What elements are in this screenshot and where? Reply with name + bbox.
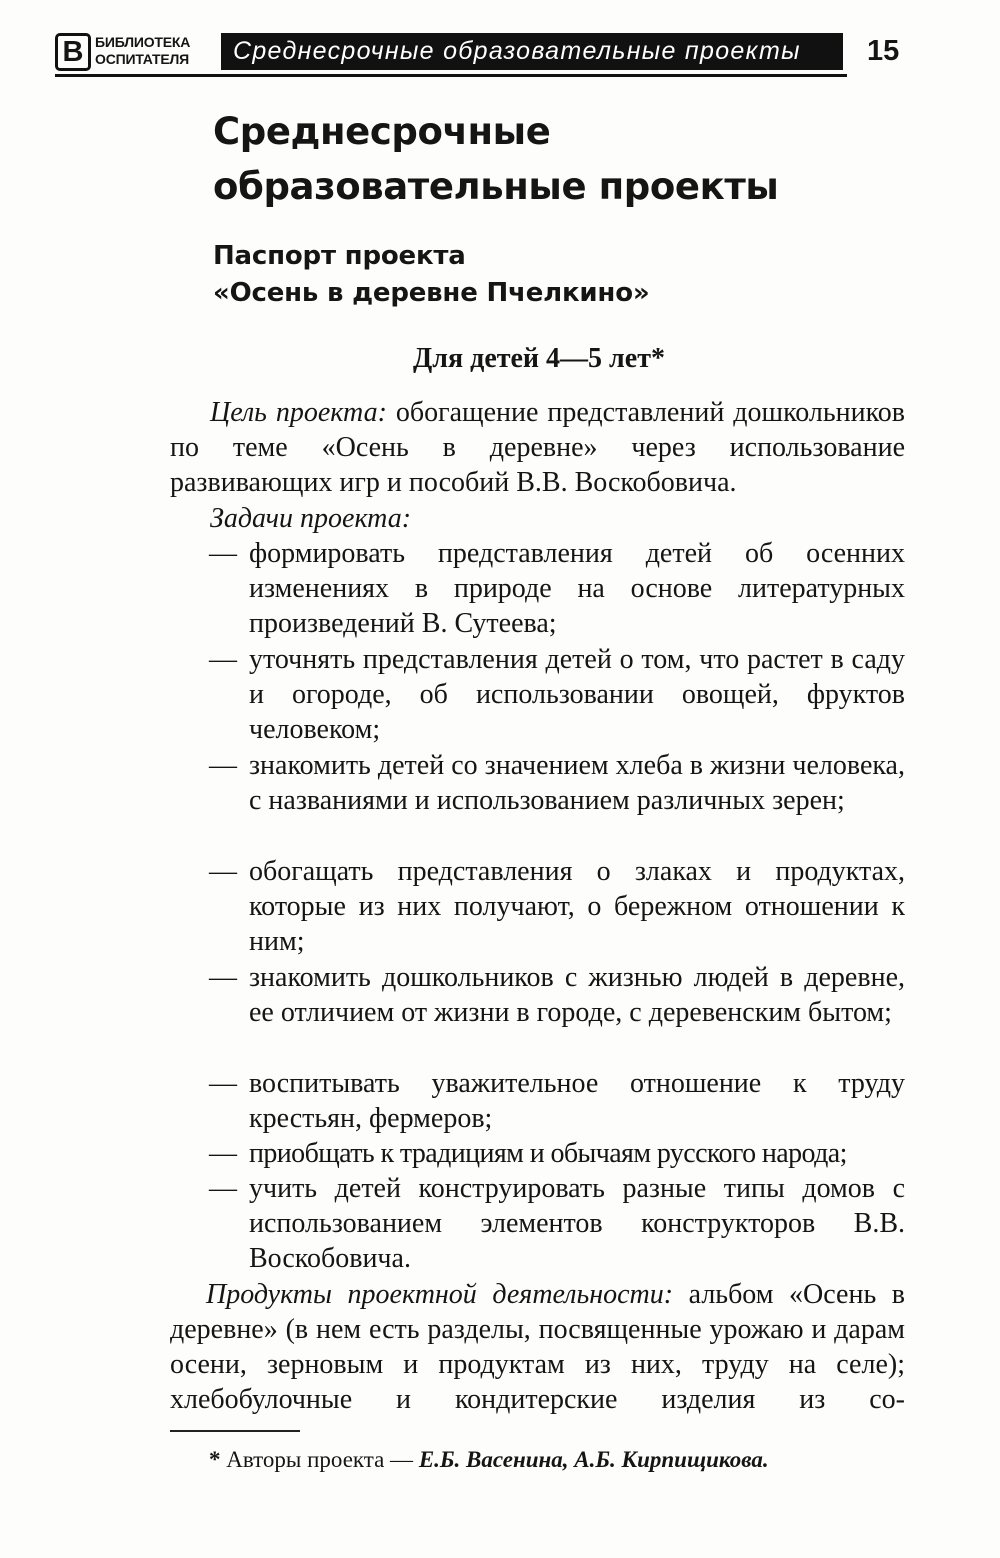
list-item bbox=[209, 536, 905, 641]
passport-title-line-1: Паспорт проекта bbox=[213, 241, 466, 271]
list-item bbox=[209, 960, 905, 1030]
list-item-text: приобщать к традициям и обычаям русского народа; bbox=[249, 1138, 847, 1169]
list-dash: — bbox=[209, 1173, 237, 1204]
list-item-text: учить детей конструировать разные типы домов с использованием элементов конструкторов В.В. Воскобовича. bbox=[249, 1173, 905, 1274]
passport-title bbox=[213, 238, 933, 312]
footnote bbox=[209, 1445, 909, 1475]
list-item bbox=[209, 1066, 905, 1136]
list-dash: — bbox=[209, 644, 237, 675]
list-dash: — bbox=[209, 1068, 237, 1099]
section-title-line-2: образовательные проекты bbox=[213, 165, 779, 208]
list-item-text: знакомить дошкольников с жизнью людей в деревне, ее отличием от жизни в городе, с деревенским бытом; bbox=[249, 962, 905, 1028]
logo-line-2: ОСПИТАТЕЛЯ bbox=[95, 51, 189, 67]
list-item-text: формировать представления детей об осенних изменениях в природе на основе литературных произведений В. Сутеева; bbox=[249, 538, 905, 639]
list-dash: — bbox=[209, 1138, 237, 1169]
footnote-rule bbox=[170, 1430, 300, 1432]
footnote-text: Авторы проекта — bbox=[220, 1447, 419, 1472]
logo-text bbox=[95, 34, 190, 68]
goal-label: Цель проекта: bbox=[210, 397, 387, 428]
age-group: Для детей 4—5 лет* bbox=[413, 343, 665, 374]
products-paragraph bbox=[170, 1277, 905, 1417]
section-title-line-1: Среднесрочные bbox=[213, 110, 551, 153]
goal-text: обогащение представлений дошкольников по теме «Осень в деревне» через использование развивающих игр и пособий В.В. Воскобовича. bbox=[170, 397, 905, 498]
list-dash: — bbox=[209, 856, 237, 887]
list-item bbox=[209, 1136, 905, 1171]
footnote-mark: * bbox=[209, 1447, 221, 1472]
list-item-text: уточнять представления детей о том, что растет в саду и огороде, об использовании овощей, фруктов человеком; bbox=[249, 644, 905, 745]
list-item-text: воспитывать уважительное отношение к труду крестьян, фермеров; bbox=[249, 1068, 905, 1134]
logo-letter: В bbox=[55, 33, 91, 71]
header-rule bbox=[55, 74, 847, 77]
logo-line-1: БИБЛИОТЕКА bbox=[95, 34, 191, 50]
list-item bbox=[209, 642, 905, 747]
list-dash: — bbox=[209, 538, 237, 569]
tasks-label: Задачи проекта: bbox=[210, 503, 412, 534]
list-item-text: знакомить детей со значением хлеба в жизни человека, с названиями и использованием различных зерен; bbox=[249, 750, 905, 816]
list-item bbox=[209, 1171, 905, 1276]
list-item-text: обогащать представления о злаках и продуктах, которые из них получают, о бережном отношении к ним; bbox=[249, 856, 905, 957]
series-logo bbox=[55, 33, 219, 73]
footnote-authors: Е.Б. Васенина, А.Б. Кирпищикова. bbox=[418, 1447, 769, 1472]
list-dash: — bbox=[209, 962, 237, 993]
products-label: Продукты проектной деятельности: bbox=[206, 1279, 674, 1310]
running-header bbox=[55, 30, 915, 76]
section-title bbox=[213, 104, 933, 214]
goal-paragraph bbox=[170, 395, 905, 500]
list-dash: — bbox=[209, 750, 237, 781]
list-item bbox=[209, 854, 905, 959]
products-text: альбом «Осень в деревне» (в нем есть разделы, посвященные урожаю и дарам осени, зерновым и продуктам из них, труду на селе); хлебобулочные и кондитерские изделия из со- bbox=[170, 1279, 906, 1415]
running-title: Среднесрочные образовательные проекты bbox=[221, 33, 843, 70]
list-item bbox=[209, 748, 905, 818]
passport-title-line-2: «Осень в деревне Пчелкино» bbox=[213, 278, 650, 308]
page-number: 15 bbox=[867, 35, 900, 67]
